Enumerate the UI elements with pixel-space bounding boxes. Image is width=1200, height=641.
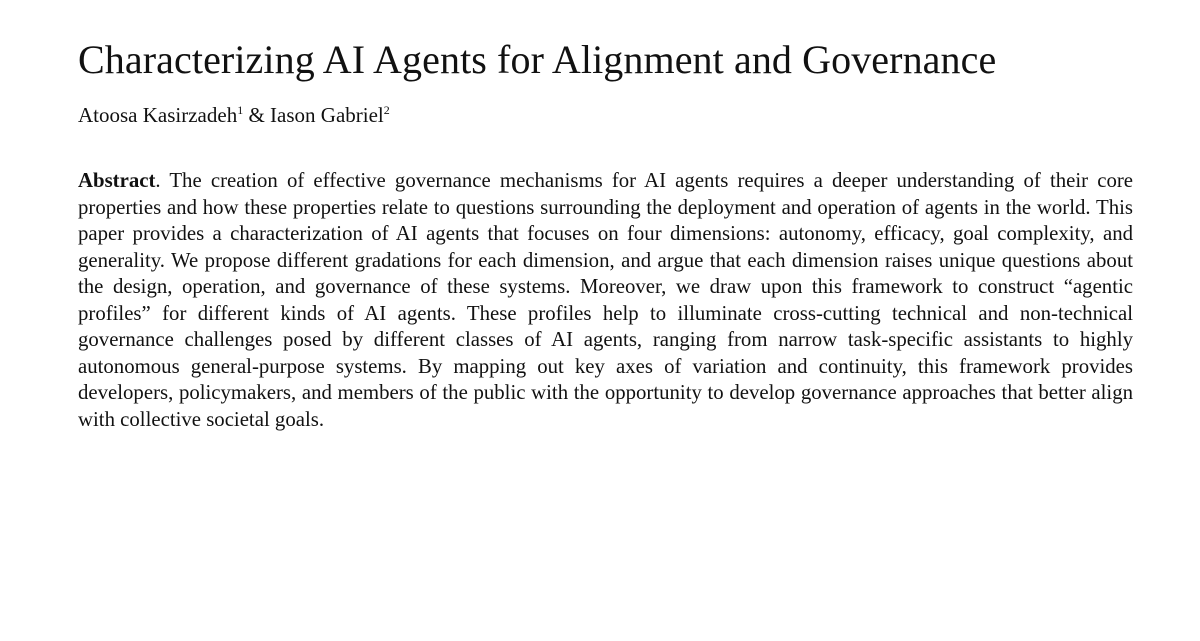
- abstract-label: Abstract: [78, 169, 156, 192]
- paper-page: [78, 36, 1133, 454]
- author-name: Iason Gabriel: [270, 103, 384, 127]
- author-name: Atoosa Kasirzadeh: [78, 103, 238, 127]
- abstract: [78, 168, 1133, 433]
- author-separator: &: [243, 103, 271, 127]
- author-affiliation: 1: [237, 103, 244, 117]
- author-list: [78, 102, 1133, 128]
- abstract-text: . The creation of effective governance mechanisms for AI agents requires a deeper understanding of their core properties and how these properties relate to questions surrounding the deployment and operation of agents in the world. This paper provides a characterization of AI agents that focuses on four dimensions: autonomy, efficacy, goal complexity, and generality. We propose different gradations for each dimension, and argue that each dimension raises unique questions about the design, operation, and governance of these systems. Moreover, we draw upon this framework to construct “agentic profiles” for different kinds of AI agents. These profiles help to illuminate cross-cutting technical and non-technical governance challenges posed by different classes of AI agents, ranging from narrow task-specific assistants to highly autonomous general-purpose systems. By mapping out key axes of variation and continuity, this framework provides developers, policymakers, and members of the public with the opportunity to develop governance approaches that better align with collective societal goals.: [78, 169, 1133, 431]
- paper-title: Characterizing AI Agents for Alignment and Governance: [78, 37, 997, 82]
- author-affiliation: 2: [383, 103, 390, 117]
